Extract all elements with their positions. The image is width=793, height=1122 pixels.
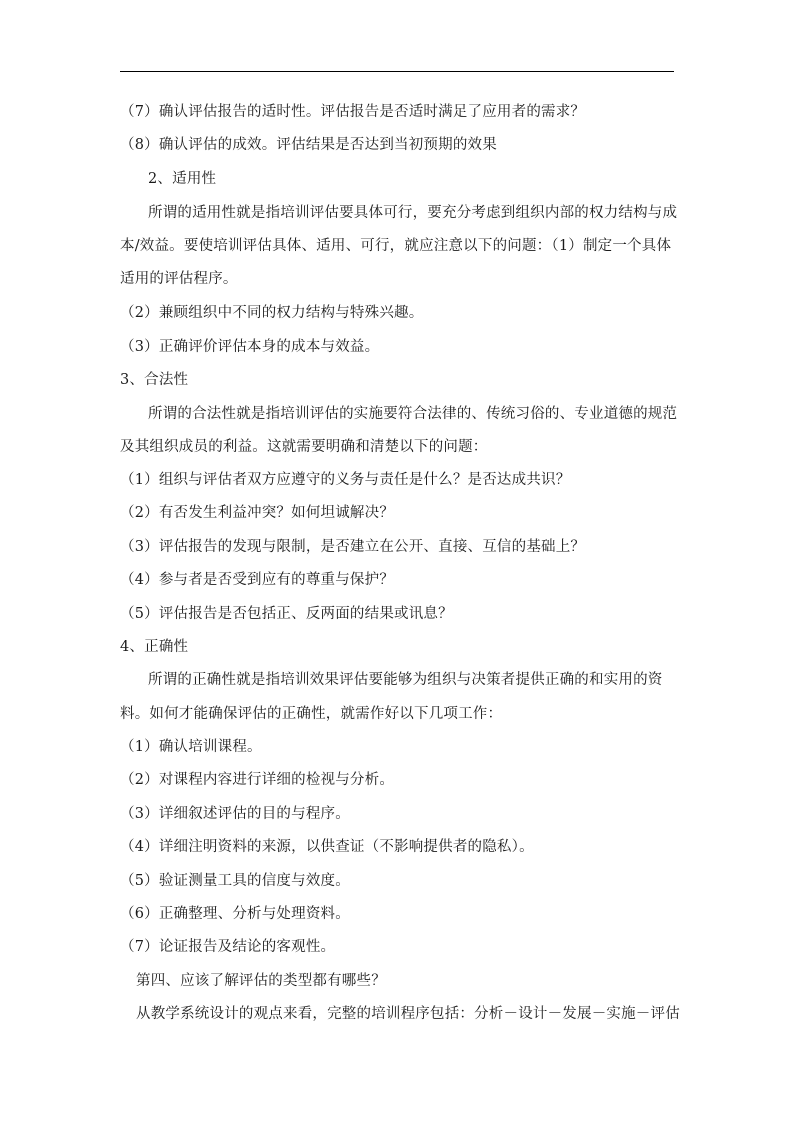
paragraph-line: 所谓的正确性就是指培训效果评估要能够为组织与决策者提供正确的和实用的资 xyxy=(148,672,663,688)
paragraph-line: 所谓的合法性就是指培训评估的实施要符合法律的、传统习俗的、专业道德的规范 xyxy=(148,406,678,422)
paragraph-line: （5）验证测量工具的信度与效度。 xyxy=(120,873,350,889)
paragraph-line: （3）评估报告的发现与限制，是否建立在公开、直接、互信的基础上？ xyxy=(120,539,586,555)
paragraph-line: 适用的评估程序。 xyxy=(120,271,238,287)
paragraph-line: （5）评估报告是否包括正、反两面的结果或讯息？ xyxy=(120,606,453,622)
section-heading: 4、正确性 xyxy=(120,639,189,655)
paragraph-line: （2）有否发生利益冲突？如何坦诚解决？ xyxy=(120,505,395,521)
paragraph-line: （4）参与者是否受到应有的尊重与保护？ xyxy=(120,572,395,588)
paragraph-line: 本/效益。要使培训评估具体、适用、可行，就应注意以下的问题：（1）制定一个具体 xyxy=(120,238,672,254)
paragraph-line: （2）对课程内容进行详细的检视与分析。 xyxy=(120,772,395,788)
section-heading: 2、适用性 xyxy=(148,171,217,187)
paragraph-line: （1）组织与评估者双方应遵守的义务与责任是什么？是否达成共识？ xyxy=(120,472,571,488)
paragraph-line: 料。如何才能确保评估的正确性，就需作好以下几项工作： xyxy=(120,706,503,722)
paragraph-line: 从教学系统设计的观点来看，完整的培训程序包括：分析－设计－发展－实施－评估 xyxy=(136,1006,680,1022)
paragraph-line: （4）详细注明资料的来源，以供查证（不影响提供者的隐私）。 xyxy=(120,839,534,855)
header-rule xyxy=(120,71,674,72)
paragraph-line: （2）兼顾组织中不同的权力结构与特殊兴趣。 xyxy=(120,305,424,321)
paragraph-line: （1）确认培训课程。 xyxy=(120,739,262,755)
paragraph-line: 及其组织成员的利益。这就需要明确和清楚以下的问题： xyxy=(120,439,488,455)
paragraph-line: （8）确认评估的成效。评估结果是否达到当初预期的效果 xyxy=(120,137,497,153)
paragraph-line: （6）正确整理、分析与处理资料。 xyxy=(120,906,350,922)
paragraph-line: 所谓的适用性就是指培训评估要具体可行，要充分考虑到组织内部的权力结构与成 xyxy=(148,205,678,221)
paragraph-line: （7）论证报告及结论的客观性。 xyxy=(120,939,336,955)
section-heading: 第四、应该了解评估的类型都有哪些？ xyxy=(136,973,386,989)
paragraph-line: （7）确认评估报告的适时性。评估报告是否适时满足了应用者的需求？ xyxy=(120,104,586,120)
section-heading: 3、合法性 xyxy=(120,372,189,388)
paragraph-line: （3）详细叙述评估的目的与程序。 xyxy=(120,806,350,822)
paragraph-line: （3）正确评价评估本身的成本与效益。 xyxy=(120,339,380,355)
